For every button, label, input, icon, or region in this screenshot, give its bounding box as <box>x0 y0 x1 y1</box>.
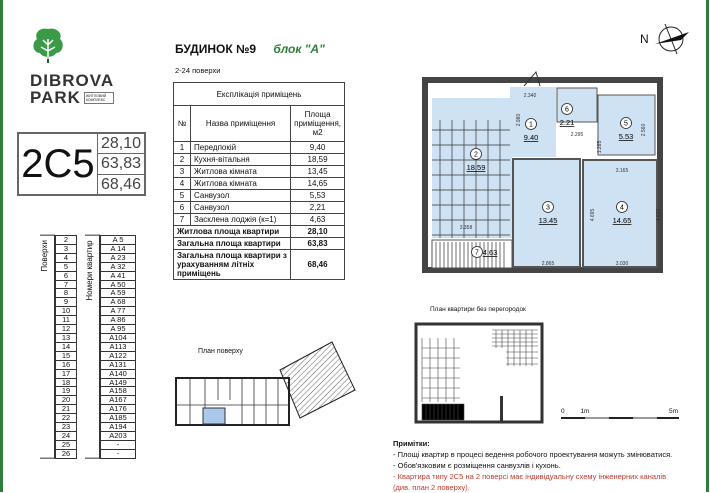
floor-number: 25 <box>56 440 77 449</box>
apartment-number: A104 <box>101 333 136 342</box>
floor-number: 24 <box>56 431 77 440</box>
row-name: Санвузол <box>191 190 291 202</box>
floor-number: 22 <box>56 414 77 423</box>
floors-label: Поверхи <box>40 235 55 459</box>
floor-number: 14 <box>56 342 77 351</box>
total-label: Загальна площа квартири з урахуванням літніх приміщень <box>174 250 291 280</box>
highlighted-apartment <box>203 408 225 424</box>
floor-number: 11 <box>56 316 77 325</box>
apartment-number: A185 <box>101 414 136 423</box>
floor-number: 26 <box>56 449 77 458</box>
row-no: 2 <box>174 154 191 166</box>
room-number: 7 <box>475 249 479 257</box>
room-area: 9.40 <box>523 133 539 142</box>
row-area: 4,63 <box>291 214 345 226</box>
explication-title: Експлікація приміщень <box>174 83 345 106</box>
row-no: 7 <box>174 214 191 226</box>
floor-number: 4 <box>56 253 77 262</box>
room-area: 13.45 <box>538 216 558 225</box>
explication-row <box>174 166 345 178</box>
floor-number: 5 <box>56 262 77 271</box>
logo <box>30 25 114 107</box>
scale-one: 1m <box>580 408 590 415</box>
floors-table <box>40 235 136 459</box>
room-area: 2.21 <box>559 118 575 127</box>
apartment-card <box>17 132 146 196</box>
north-arrow-icon <box>651 22 695 56</box>
floor-row <box>56 271 77 280</box>
apartment-number: A 32 <box>101 262 136 271</box>
floor-row <box>56 449 77 458</box>
open-floor-plan <box>410 318 550 428</box>
room-number: 1 <box>529 121 533 129</box>
apartment-number: A203 <box>101 431 136 440</box>
scale-zero: 0 <box>561 408 565 415</box>
dimension-label: 1.285 <box>597 140 603 154</box>
right-border <box>706 0 709 492</box>
logo-tag: ЖИТЛОВИЙ КОМПЛЕКС <box>84 92 114 104</box>
room-number: 2 <box>474 151 478 159</box>
col-name: Назва приміщення <box>191 106 291 142</box>
apartment-number: A 14 <box>101 244 136 253</box>
row-name: Житлова кімната <box>191 178 291 190</box>
total-value: 28,10 <box>291 226 345 238</box>
room-number: 4 <box>620 204 624 212</box>
scale-bar <box>561 408 686 419</box>
compass <box>640 22 695 56</box>
row-area: 13,45 <box>291 166 345 178</box>
floors-range: 2-24 поверхи <box>175 66 221 75</box>
total-value: 68,46 <box>291 250 345 280</box>
dimension-label: 2.560 <box>641 123 647 137</box>
oak-tree-icon <box>30 25 80 65</box>
apartments-column <box>100 235 136 459</box>
apartment-number: A 23 <box>101 253 136 262</box>
room-number: 5 <box>624 120 628 128</box>
floor-row <box>56 262 77 271</box>
total-label: Житлова площа квартири <box>174 226 291 238</box>
floor-row <box>56 360 77 369</box>
dimension-label: 2.980 <box>516 113 522 127</box>
row-no: 5 <box>174 190 191 202</box>
building-name: БУДИНОК №9 <box>175 42 257 56</box>
explication-table <box>173 82 345 280</box>
explication-row <box>174 142 345 154</box>
apartment-number: A140 <box>101 369 136 378</box>
apartment-number: A 68 <box>101 298 136 307</box>
apartment-number: - <box>101 449 136 458</box>
explication-row <box>174 154 345 166</box>
row-area: 2,21 <box>291 202 345 214</box>
room-area: 5.53 <box>618 132 634 141</box>
dimension-label: 3.358 <box>459 225 473 231</box>
total-label: Загальна площа квартири <box>174 238 291 250</box>
apartment-row <box>101 342 136 351</box>
note-warning: - Квартира типу 2С5 на 2 поверсі має індивідуальну схему інженерних каналів <box>393 472 667 481</box>
total-row <box>174 226 345 238</box>
apartment-row <box>101 431 136 440</box>
room-area: 4.63 <box>482 248 498 257</box>
logo-line2: PARK <box>30 88 81 107</box>
apartment-number: A194 <box>101 423 136 432</box>
row-name: Житлова кімната <box>191 166 291 178</box>
room-number: 6 <box>565 106 569 114</box>
floor-number: 21 <box>56 405 77 414</box>
floors-column <box>55 235 77 459</box>
total-area-summer: 68,46 <box>100 175 142 193</box>
floor-row <box>56 369 77 378</box>
row-name: Санвузол <box>191 202 291 214</box>
total-value: 63,83 <box>291 238 345 250</box>
row-area: 18,59 <box>291 154 345 166</box>
apartment-number: A 77 <box>101 307 136 316</box>
total-area: 63,83 <box>98 154 144 174</box>
floor-row <box>56 253 77 262</box>
floor-number: 10 <box>56 307 77 316</box>
apartment-number: - <box>101 440 136 449</box>
apartment-row <box>101 449 136 458</box>
dimension-label: 4.695 <box>656 208 662 222</box>
note-warning-ref: (див. план 2 поверху). <box>393 483 470 492</box>
apartment-number: A167 <box>101 396 136 405</box>
floor-number: 12 <box>56 325 77 334</box>
row-no: 6 <box>174 202 191 214</box>
note-item: - Обов'язковим є розміщення санвузлів і кухонь. <box>393 461 561 470</box>
row-name: Передпокій <box>191 142 291 154</box>
floor-row <box>56 244 77 253</box>
dimension-label: 3.030 <box>615 261 629 267</box>
block-name: блок "А" <box>273 42 325 56</box>
floor-row <box>56 351 77 360</box>
room-area: 18.59 <box>466 163 486 172</box>
apartment-row <box>101 440 136 449</box>
left-border <box>0 0 3 492</box>
apartments-label: Номери квартир <box>85 235 100 459</box>
col-area: Площа приміщення, м2 <box>291 106 345 142</box>
note-item: - Площі квартир в процесі ведення робочого проектування можуть змінюватися. <box>393 450 673 459</box>
dimension-label: 4.695 <box>590 208 596 222</box>
floor-overview-plan <box>170 330 370 440</box>
apartment-row <box>101 369 136 378</box>
notes <box>393 438 672 493</box>
floor-number: 16 <box>56 360 77 369</box>
apartment-number: A 5 <box>101 236 136 245</box>
apartment-number: A122 <box>101 351 136 360</box>
apartment-number: A 50 <box>101 280 136 289</box>
floor-number: 15 <box>56 351 77 360</box>
row-name: Кухня-вітальня <box>191 154 291 166</box>
floor-number: 8 <box>56 289 77 298</box>
notes-title: Примітки: <box>393 439 430 448</box>
floor-number: 7 <box>56 280 77 289</box>
north-label: N <box>640 32 649 46</box>
apartment-number: A149 <box>101 378 136 387</box>
row-no: 1 <box>174 142 191 154</box>
floor-row <box>56 440 77 449</box>
apartment-number: A158 <box>101 387 136 396</box>
apartment-code: 2C5 <box>19 134 98 194</box>
floor-plan-label: План поверху <box>198 348 243 355</box>
floor-number: 20 <box>56 396 77 405</box>
row-area: 14,65 <box>291 178 345 190</box>
dimension-label: 2.865 <box>541 261 555 267</box>
dimension-label: 3.165 <box>615 168 629 174</box>
open-plan-label: План квартири без перегородок <box>430 306 526 313</box>
total-row <box>174 238 345 250</box>
dimension-label: 2.295 <box>570 132 584 138</box>
living-area: 28,10 <box>98 134 144 154</box>
floor-number: 18 <box>56 378 77 387</box>
explication-row <box>174 202 345 214</box>
row-no: 4 <box>174 178 191 190</box>
apartment-number: A 95 <box>101 325 136 334</box>
apartment-number: A176 <box>101 405 136 414</box>
apartment-row <box>101 253 136 262</box>
explication-row <box>174 178 345 190</box>
col-no: № <box>174 106 191 142</box>
floor-row <box>56 431 77 440</box>
apartment-number: A113 <box>101 342 136 351</box>
apartment-number: A131 <box>101 360 136 369</box>
building-title <box>175 42 325 56</box>
floor-number: 13 <box>56 333 77 342</box>
apartment-row <box>101 360 136 369</box>
room-number: 3 <box>546 204 550 212</box>
row-area: 9,40 <box>291 142 345 154</box>
explication-row <box>174 190 345 202</box>
apartment-number: A 41 <box>101 271 136 280</box>
room-bedroom-3 <box>513 159 580 267</box>
floor-number: 3 <box>56 244 77 253</box>
apartment-number: A 86 <box>101 316 136 325</box>
dimension-label: 2.340 <box>523 93 537 99</box>
apartment-row <box>101 351 136 360</box>
floor-row <box>56 342 77 351</box>
floor-number: 17 <box>56 369 77 378</box>
apartment-row <box>101 262 136 271</box>
apartment-row <box>101 271 136 280</box>
floor-number: 19 <box>56 387 77 396</box>
scale-five: 5m <box>668 408 678 415</box>
floor-number: 6 <box>56 271 77 280</box>
room-area: 14.65 <box>612 216 632 225</box>
row-area: 5,53 <box>291 190 345 202</box>
total-row <box>174 250 345 280</box>
row-name: Засклена лоджія (к=1) <box>191 214 291 226</box>
explication-row <box>174 214 345 226</box>
floor-number: 2 <box>56 236 77 245</box>
logo-line1: DIBROVA <box>30 71 115 90</box>
apartment-row <box>101 244 136 253</box>
apartment-number: A 59 <box>101 289 136 298</box>
row-no: 3 <box>174 166 191 178</box>
apartment-floor-plan <box>420 66 665 276</box>
floor-number: 9 <box>56 298 77 307</box>
floor-number: 23 <box>56 423 77 432</box>
